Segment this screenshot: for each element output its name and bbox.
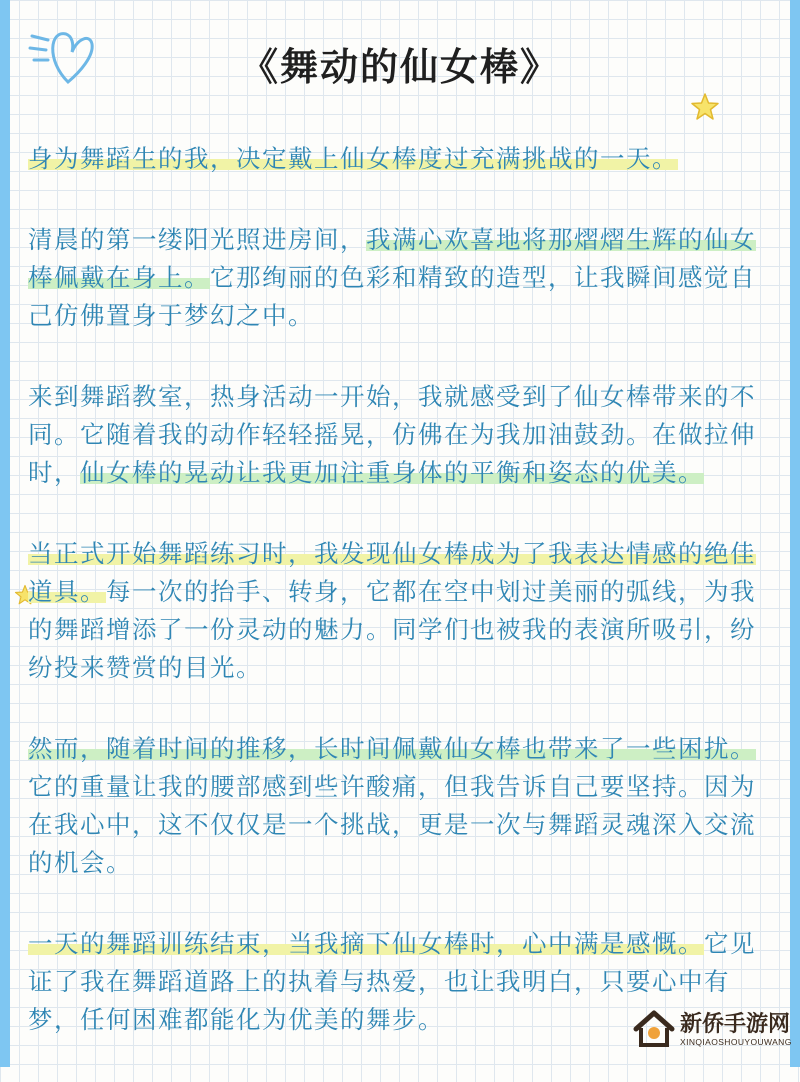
page-title: 《舞动的仙女棒》: [239, 45, 560, 89]
watermark: [632, 1003, 792, 1057]
paragraph: [28, 378, 780, 492]
text-segment: 清晨的第一缕阳光照进房间，: [28, 225, 366, 254]
star-icon: [690, 92, 720, 122]
watermark-name: 新侨手游网: [680, 1011, 791, 1037]
highlighted-text: 然而，随着时间的推移，长时间佩戴仙女棒也带来了一些困扰。: [28, 734, 756, 763]
house-logo-icon: [632, 1007, 676, 1051]
text-segment: 每一次的抬手、转身，它都在空中划过美丽的弧线，为我的舞蹈增添了一份灵动的魅力。同学们也被我的表演所吸引，纷纷投来赞赏的目光。: [28, 577, 756, 682]
watermark-subtitle: XINQIAOSHOUYOUWANG: [680, 1037, 792, 1047]
paragraph: [28, 730, 780, 882]
text-segment: 它那绚丽的色彩和精致的造型，让我瞬间感觉自己仿佛置身于梦幻之中。: [28, 263, 756, 330]
highlighted-text: 一天的舞蹈训练结束，当我摘下仙女棒时，心中满是感慨。: [28, 929, 704, 958]
left-frame-border: [0, 0, 10, 1067]
article-body: [28, 140, 780, 1082]
paragraph: [28, 140, 780, 178]
text-segment: 来到舞蹈教室，热身活动一开始，我就感受到了仙女棒带来的不同。它随着我的动作轻轻摇晃，仿佛在为我加油鼓劲。在做拉伸时，: [28, 382, 756, 487]
paragraph: [28, 535, 780, 687]
right-frame-border: [790, 0, 800, 1067]
highlighted-text: 我满心欢喜地将那熠熠生辉的仙女棒佩戴在身上。: [28, 225, 756, 292]
paragraph: [28, 221, 780, 335]
text-segment: 它的重量让我的腰部感到些许酸痛，但我告诉自己要坚持。因为在我心中，这不仅仅是一个挑战，更是一次与舞蹈灵魂深入交流的机会。: [28, 772, 756, 877]
highlighted-text: 身为舞蹈生的我，决定戴上仙女棒度过充满挑战的一天。: [28, 144, 678, 173]
highlighted-text: 仙女棒的晃动让我更加注重身体的平衡和姿态的优美。: [80, 458, 704, 487]
text-segment: 它见证了我在舞蹈道路上的执着与热爱，也让我明白，只要心中有梦，任何困难都能化为优美的舞步。: [28, 929, 756, 1034]
highlighted-text: 当正式开始舞蹈练习时，我发现仙女棒成为了我表达情感的绝佳道具。: [28, 539, 756, 606]
